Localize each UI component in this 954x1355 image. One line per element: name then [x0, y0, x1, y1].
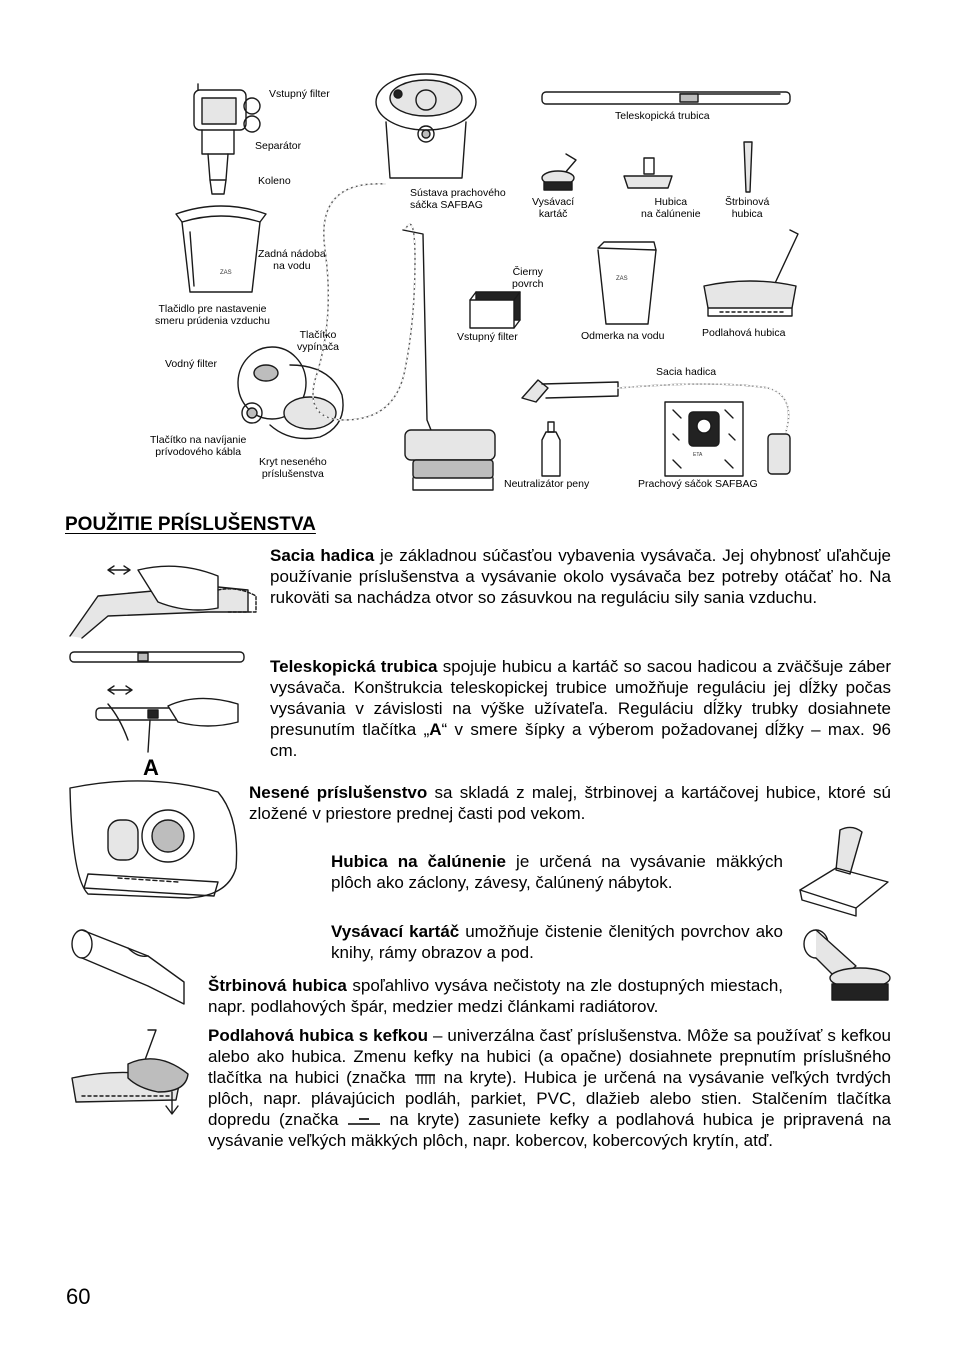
label-cierny-povrch: Čierny povrch	[512, 266, 544, 290]
text-podlahova-1: – univerzálna časť príslušenstva. Môže sa používať s kefkou alebo ako hubica. Zmenu kefky na hubici (a opačne) dosiahnete prepnutím príslušného tlačítka na hubici (značka	[208, 1026, 891, 1087]
measuring-cup-drawing	[594, 240, 660, 328]
crevice-nozzle-illustration	[68, 926, 188, 1006]
paragraph-podlahova-hubica	[208, 1025, 891, 1151]
label-sacia-hadica: Sacia hadica	[656, 366, 717, 378]
text-podlahova-3: na kryte) zasuniete kefky a podlahová hubica je pripravená na vysávanie veľkých mäkkých plôch, napr. kobercov, kobercových krytín, atď.	[208, 1110, 891, 1150]
paragraph-teleskopicka-trubica	[270, 656, 891, 761]
floor-nozzle-drawing	[700, 228, 802, 324]
term-button-a: A	[429, 720, 442, 739]
label-kryt-neseneho: Kryt neseného príslušenstva	[259, 456, 327, 480]
label-sustava: Sústava prachového sáčka SAFBAG	[410, 187, 506, 211]
letter-a-label: A	[143, 755, 159, 780]
term-sacia-hadica: Sacia hadica	[270, 546, 375, 565]
label-odmerka: Odmerka na vodu	[581, 330, 665, 342]
term-vysavaci-kartac: Vysávací kartáč	[331, 922, 460, 941]
label-strbinova-hubica: Štrbinová hubica	[725, 196, 770, 220]
telescopic-tube-illustration	[68, 648, 248, 748]
label-koleno: Koleno	[258, 175, 291, 187]
inlet-filter-drawing	[466, 288, 524, 332]
svg-text:ZAS: ZAS	[220, 270, 232, 276]
label-tlacidlo-nastavenie: Tlačidlo pre nastavenie smeru prúdenia vzduchu	[155, 303, 270, 327]
text-nesene-prislusenstvo: sa skladá z malej, štrbinovej a kartáčovej hubice, ktoré sú zložené v priestore prednej časti pod vekom.	[249, 783, 891, 823]
label-teleskopicka-trubica: Teleskopická trubica	[615, 110, 710, 122]
crevice-nozzle-drawing	[738, 140, 758, 194]
svg-text:ZAS: ZAS	[616, 276, 628, 282]
floor-nozzle-foot-illustration	[68, 1028, 194, 1120]
term-teleskopicka-trubica: Teleskopická trubica	[270, 657, 438, 676]
label-neutralizator: Neutralizátor peny	[504, 478, 590, 490]
dusting-brush-drawing	[540, 152, 580, 194]
safbag-assembly-drawing	[372, 70, 480, 186]
label-vodny-filter: Vodný filter	[165, 358, 217, 370]
label-vstupny-filter-top: Vstupný filter	[269, 88, 330, 100]
telescopic-tube-drawing	[540, 88, 795, 110]
text-hubica-calunenie: je určená na vysávanie mäkkých plôch ako záclony, závesy, čalúnený nábytok.	[331, 852, 783, 892]
label-zadna-nadoba: Zadná nádoba na vodu	[258, 248, 326, 272]
section-title: POUŽITIE PRÍSLUŠENSTVA	[65, 514, 316, 535]
label-vysavaci-kartac: Vysávací kartáč	[532, 196, 575, 220]
upholstery-nozzle-drawing	[620, 156, 676, 192]
page-number: 60	[66, 1284, 91, 1309]
paragraph-nesene-prislusenstvo	[249, 782, 891, 824]
label-tlacitko-navijanie: Tlačítko na navíjanie prívodového kábla	[150, 434, 247, 458]
label-podlahova-hubica: Podlahová hubica	[702, 327, 786, 339]
accessory-compartment-illustration	[68, 778, 240, 908]
nozzle-mode-icon	[347, 1114, 381, 1128]
term-hubica-calunenie: Hubica na čalúnenie	[331, 852, 507, 871]
text-teleskopicka-2: “ v smere šípky a výberom požadovanej dĺžky – max. 96 cm.	[270, 720, 891, 760]
term-nesene-prislusenstvo: Nesené príslušenstvo	[249, 783, 428, 802]
rear-water-container-drawing	[172, 202, 270, 298]
hose-handle-illustration	[68, 556, 258, 638]
paragraph-sacia-hadica	[270, 545, 891, 608]
label-hubica-calunenie: Hubica na čalúnenie	[641, 196, 701, 220]
text-teleskopicka-1: spojuje hubicu a kartáč so sacou hadicou a zväčšuje záber vysávača. Konštrukcia teleskopickej trubice umožňuje reguláciu jej dĺžky počas vysávania v závislosti na výške užívateľa. Reguláciu dĺžky trubky dosiahnete presunutím tlačítka „	[270, 657, 892, 739]
paragraph-hubica-calunenie	[331, 851, 783, 893]
text-vysavaci-kartac: umožňuje čistenie členitých povrchov ako knihy, rámy obrazov a pod.	[331, 922, 783, 962]
label-prachovy-sacok: Prachový sáčok SAFBAG	[638, 478, 758, 490]
label-vstupny-filter-mid: Vstupný filter	[457, 331, 518, 343]
svg-text:ETA: ETA	[693, 452, 703, 458]
safbag-dust-bag-drawing	[663, 400, 745, 478]
dusting-brush-illustration	[798, 926, 894, 1004]
paragraph-strbinova-hubica	[208, 975, 783, 1017]
brush-mode-icon	[413, 1072, 437, 1086]
label-tlacitko-vypinaca: Tlačítko vypínača	[297, 329, 340, 353]
term-podlahova-hubica: Podlahová hubica s kefkou	[208, 1026, 428, 1045]
label-separator: Separátor	[255, 140, 302, 152]
paragraph-vysavaci-kartac	[331, 921, 783, 963]
foam-neutralizer-drawing	[538, 420, 564, 478]
text-podlahova-2: na kryte). Hubica je určená na vysávanie veľkých tvrdých plôch, napr. plávajúcich podláh, parkiet, PVC, dlažieb alebo stien. Stalčením tlačítka dopredu (značka	[208, 1068, 891, 1129]
upholstery-nozzle-illustration	[796, 824, 892, 914]
text-strbinova-hubica: spoľahlivo vysáva nečistoty na zle dostupných miestach, napr. podlahových špár, medzier medzi článkami radiátorov.	[208, 976, 783, 1016]
term-strbinova-hubica: Štrbinová hubica	[208, 976, 347, 995]
text-sacia-hadica: je základnou súčasťou vybavenia vysávača. Jej ohybnosť uľahčuje používanie príslušenstva a vysávanie okolo vysávača bez potreby otáčať ho. Na rukoväti sa nachádza otvor so zásuvkou na reguláciu sily sania vzduchu.	[270, 546, 891, 607]
